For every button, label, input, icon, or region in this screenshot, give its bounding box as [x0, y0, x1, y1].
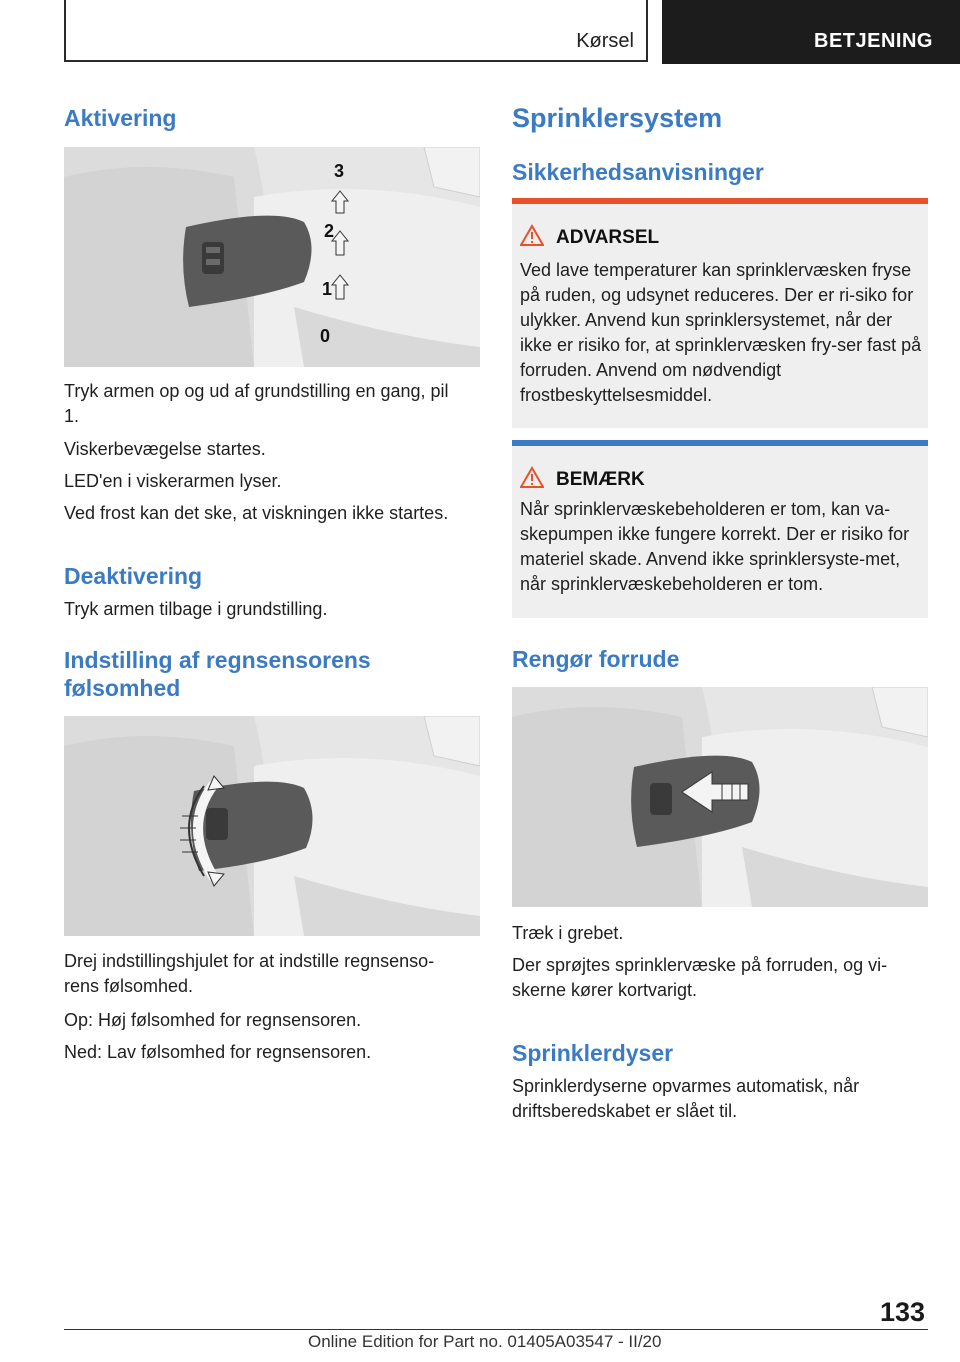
- header-section-label: Kørsel: [576, 30, 634, 52]
- fig-label-2: 2: [324, 221, 335, 241]
- pull-lever-illustration: [512, 687, 928, 907]
- notice-text: Når sprinklervæskebeholderen er tom, kan va-skepumpen ikke fungere korrekt. Der er risiko for materiel skade. Anvend ikke sprinklersyste-met, når sprinklervæskebeholderen er tom.: [520, 499, 910, 594]
- notice-heading: [520, 466, 645, 494]
- figure-wiper-activation: [64, 147, 480, 367]
- wiper-stalk-illustration: [64, 147, 480, 367]
- sensitivity-wheel-illustration: [64, 716, 480, 936]
- header-chapter-label: BETJENING: [814, 30, 933, 52]
- warning-bar: [512, 198, 928, 204]
- sensitivity-step-2: Op: Høj følsomhed for regnsensoren.: [64, 1010, 362, 1030]
- fig-label-1: 1: [322, 279, 333, 299]
- page-number: 133: [880, 1297, 926, 1327]
- notice-label: BEMÆRK: [556, 469, 645, 491]
- sensitivity-step-1: Drej indstillingshjulet for at indstille regnsenso-rens følsomhed.: [64, 951, 435, 996]
- fig-label-0: 0: [320, 326, 331, 346]
- figure-pull-lever: [512, 687, 928, 907]
- heading-activation: Aktivering: [64, 105, 177, 131]
- heading-safety: Sikkerhedsanvisninger: [512, 159, 764, 185]
- clean-step-2: Der sprøjtes sprinklervæske på forruden, og vi-skerne kører kortvarigt.: [512, 955, 888, 1000]
- clean-step-1: Træk i grebet.: [512, 923, 624, 943]
- warning-icon: [520, 224, 544, 252]
- warning-heading: [520, 224, 659, 252]
- heading-sprinkler-system: Sprinklersystem: [512, 103, 723, 133]
- notice-bar: [512, 440, 928, 446]
- heading-deactivation: Deaktivering: [64, 563, 203, 589]
- fig-label-3: 3: [334, 161, 345, 181]
- heading-sensitivity: Indstilling af regnsensorens følsomhed: [64, 647, 371, 701]
- nozzles-text: Sprinklerdyserne opvarmes automatisk, når driftsberedskabet er slået til.: [512, 1076, 860, 1121]
- notice-box: [512, 440, 928, 618]
- activation-step-4: Ved frost kan det ske, at viskningen ikke startes.: [64, 503, 449, 523]
- warning-label: ADVARSEL: [556, 227, 660, 249]
- activation-step-2: Viskerbevægelse startes.: [64, 439, 266, 459]
- heading-nozzles: Sprinklerdyser: [512, 1040, 674, 1066]
- sensitivity-step-3: Ned: Lav følsomhed for regnsensoren.: [64, 1042, 372, 1062]
- warning-text: Ved lave temperaturer kan sprinklervæsken fryse på ruden, og udsynet reduceres. Der er ri-siko for ulykker. Anvend kun sprinklersystemet, når der ikke er risiko for, at sprinklervæsken fry-ser fast på forruden. Anvend om nødvendigt frostbeskyttelsesmiddel.: [520, 260, 922, 405]
- warning-box: [512, 198, 928, 428]
- figure-rain-sensor-wheel: [64, 716, 480, 936]
- notice-icon: [520, 466, 544, 494]
- footer-edition: Online Edition for Part no. 01405A03547 - II/20: [308, 1332, 662, 1351]
- header-section-tab: [64, 0, 648, 62]
- footer-divider: [64, 1329, 928, 1330]
- activation-step-1: Tryk armen op og ud af grundstilling en gang, pil 1.: [64, 381, 449, 426]
- header-chapter-tab: [662, 0, 960, 64]
- activation-step-3: LED'en i viskerarmen lyser.: [64, 471, 282, 491]
- deactivation-text: Tryk armen tilbage i grundstilling.: [64, 599, 328, 619]
- heading-clean-windshield: Rengør forrude: [512, 646, 680, 672]
